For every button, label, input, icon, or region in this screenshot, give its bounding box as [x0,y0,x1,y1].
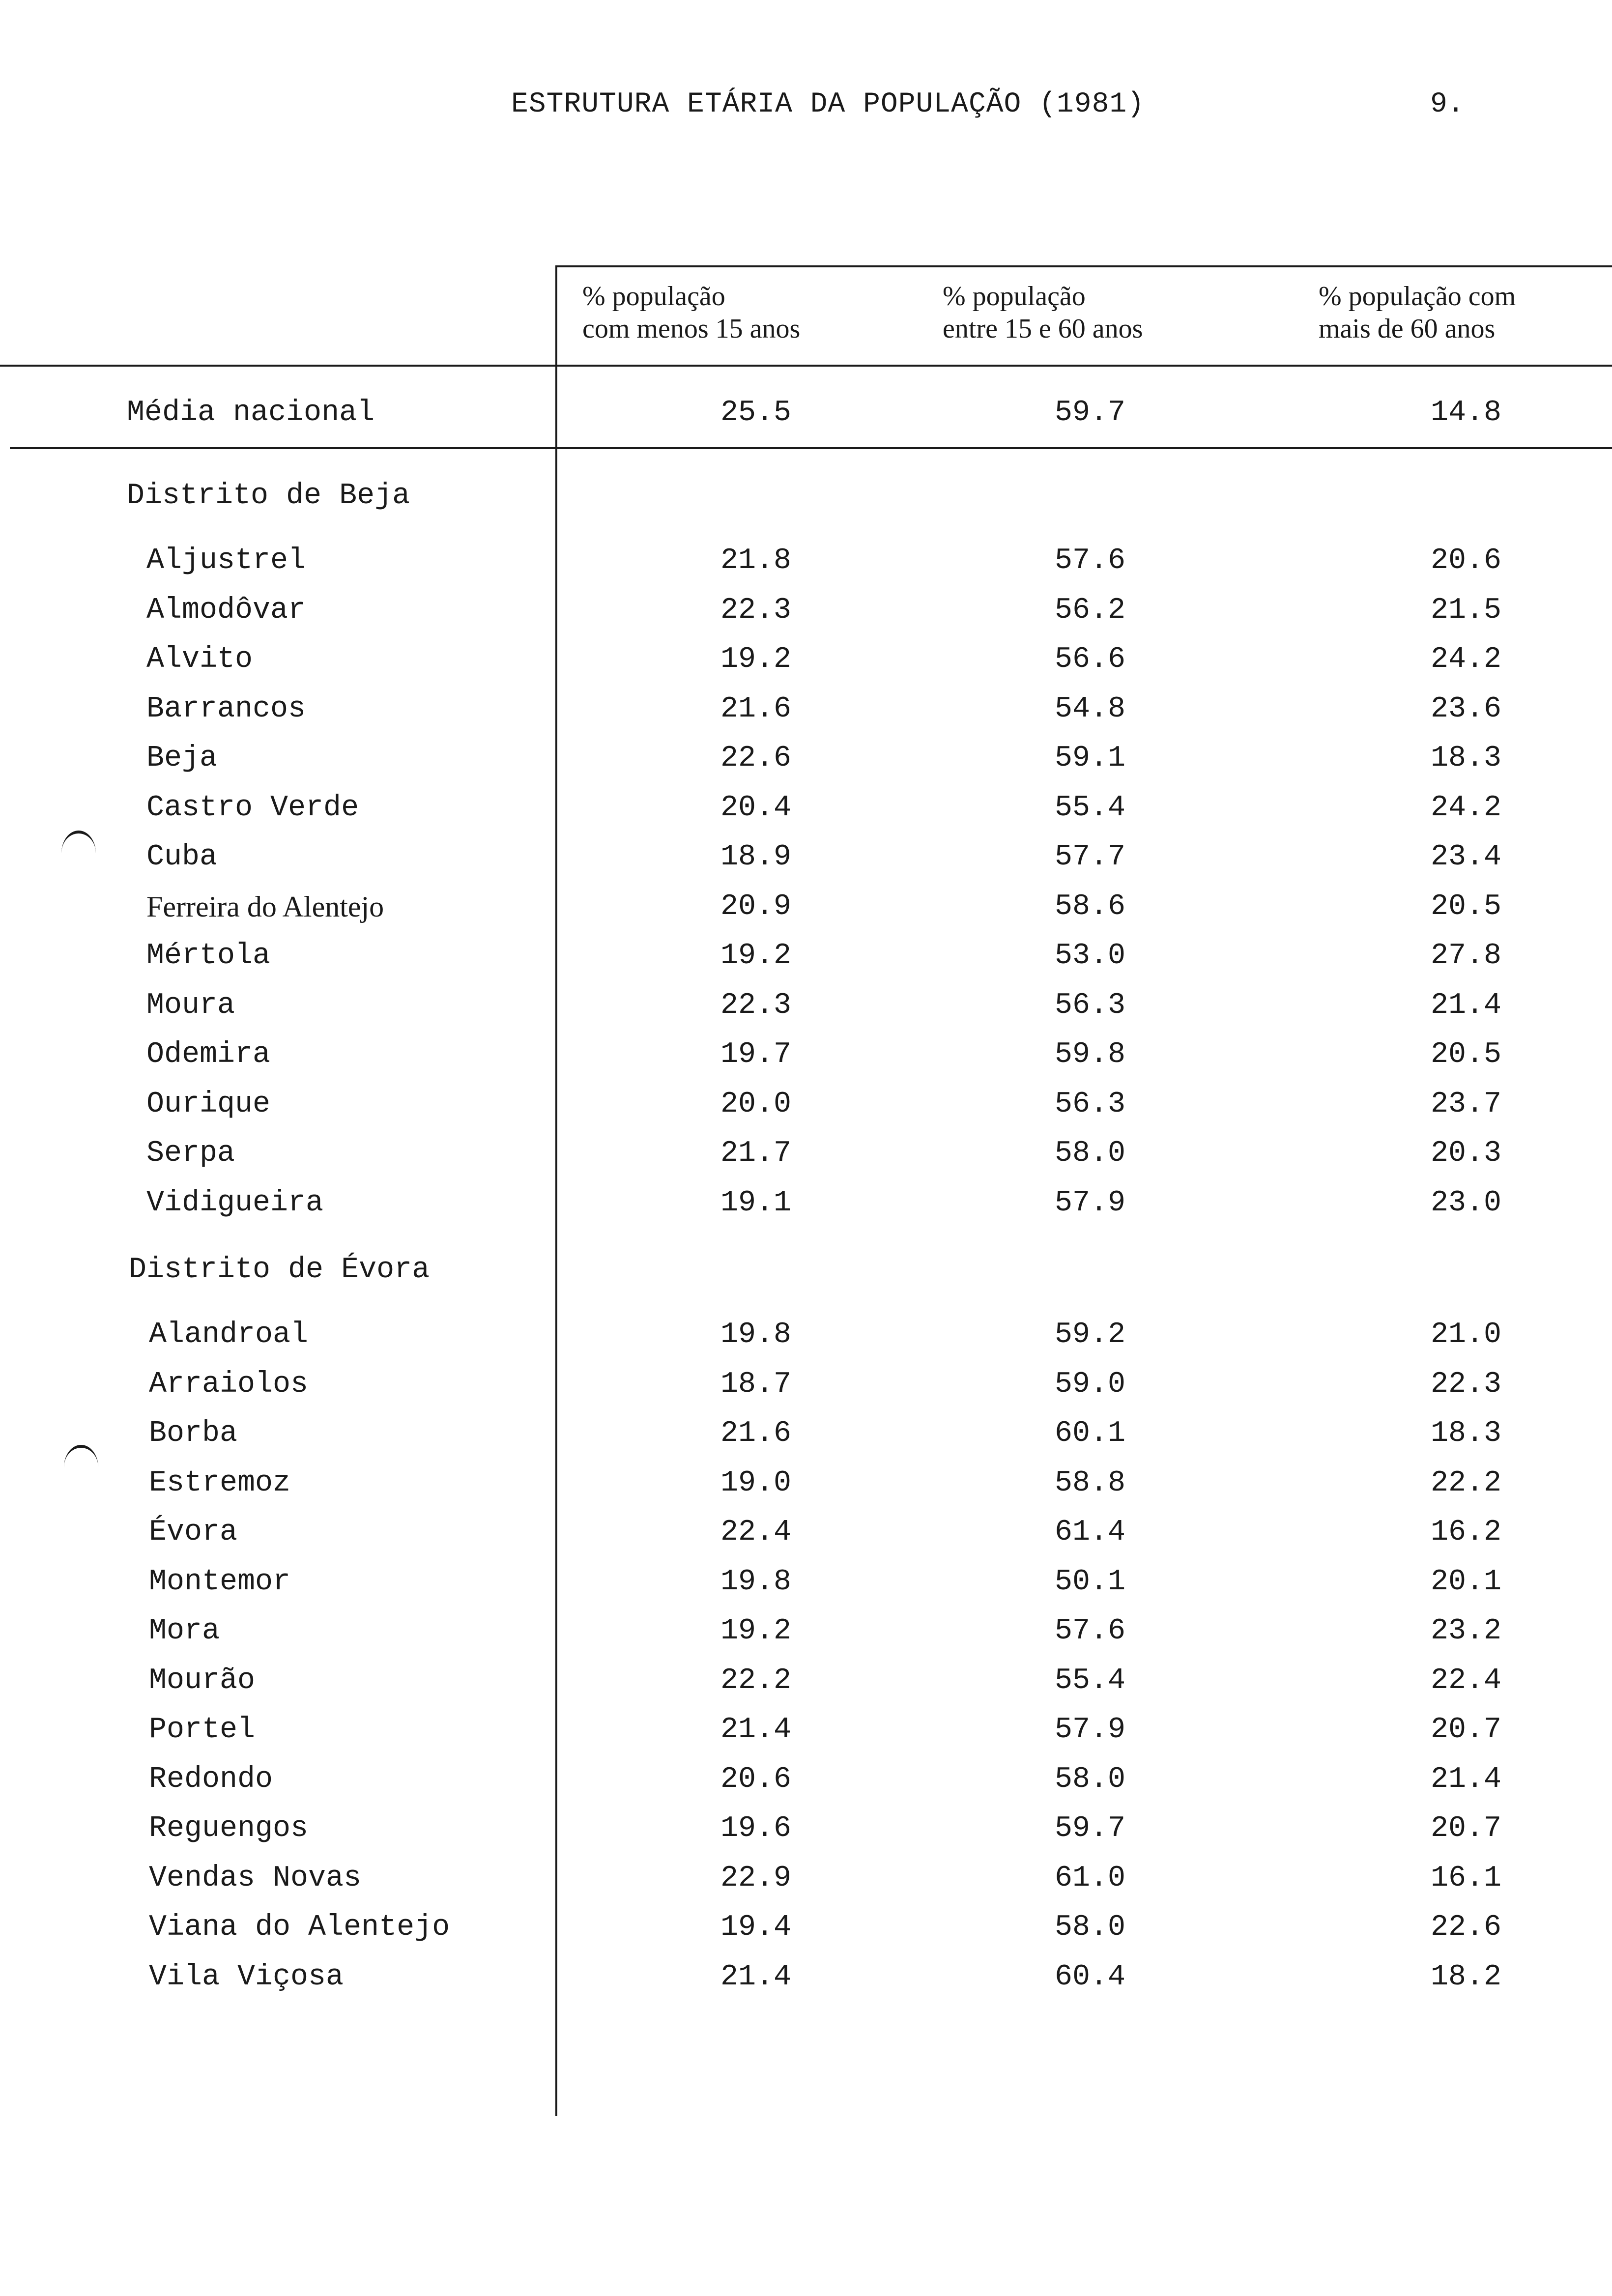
municipality-name: Portel [149,1713,256,1747]
value-15-60: 58.0 [1054,1911,1125,1944]
municipality-name: Mértola [146,939,271,973]
value-under-15: 20.6 [720,1762,791,1796]
value-under-15: 19.6 [720,1812,791,1845]
table-top-rule [555,265,1612,267]
value-under-15: 20.0 [720,1087,791,1121]
municipality-name: Redondo [149,1762,273,1796]
municipality-name: Ourique [146,1087,271,1121]
value-15-60: 57.6 [1054,1614,1125,1648]
value-15-60: 58.8 [1054,1466,1125,1500]
value-under-15: 19.0 [720,1466,791,1500]
value-15-60: 55.4 [1054,791,1125,825]
value-under-15: 22.3 [720,593,791,627]
header-bottom-rule [0,365,1612,367]
value-over-60: 20.7 [1430,1812,1501,1845]
national-15-60: 59.7 [1054,396,1125,430]
value-over-60: 24.2 [1430,791,1501,825]
column-header-over-60: % população com mais de 60 anos [1319,281,1516,344]
value-15-60: 57.7 [1054,840,1125,874]
binder-hole-mark [61,831,96,853]
value-over-60: 16.1 [1430,1861,1501,1895]
value-15-60: 57.9 [1054,1713,1125,1747]
value-15-60: 59.7 [1054,1812,1125,1845]
municipality-name: Serpa [146,1137,235,1170]
value-over-60: 18.3 [1430,1417,1501,1450]
value-under-15: 18.9 [720,840,791,874]
municipality-name: Vidigueira [146,1186,324,1220]
value-15-60: 56.6 [1054,643,1125,676]
value-over-60: 20.7 [1430,1713,1501,1747]
national-over-60: 14.8 [1430,396,1501,430]
value-under-15: 19.4 [720,1911,791,1944]
value-under-15: 21.6 [720,1417,791,1450]
national-under-15: 25.5 [720,396,791,430]
value-under-15: 19.2 [720,643,791,676]
value-15-60: 56.3 [1054,988,1125,1022]
value-under-15: 19.2 [720,1614,791,1648]
value-under-15: 19.1 [720,1186,791,1220]
value-over-60: 18.3 [1430,742,1501,775]
value-over-60: 24.2 [1430,643,1501,676]
value-15-60: 60.4 [1054,1960,1125,1994]
value-over-60: 22.6 [1430,1911,1501,1944]
value-15-60: 59.0 [1054,1367,1125,1401]
value-under-15: 18.7 [720,1367,791,1401]
value-under-15: 21.4 [720,1960,791,1994]
municipality-name: Alandroal [149,1318,309,1351]
value-under-15: 19.7 [720,1038,791,1071]
municipality-name: Estremoz [149,1466,291,1500]
value-under-15: 20.9 [720,890,791,923]
value-over-60: 23.6 [1430,692,1501,726]
value-over-60: 22.4 [1430,1664,1501,1697]
value-over-60: 23.4 [1430,840,1501,874]
value-over-60: 20.1 [1430,1565,1501,1599]
value-15-60: 53.0 [1054,939,1125,973]
value-under-15: 19.8 [720,1565,791,1599]
value-over-60: 27.8 [1430,939,1501,973]
column-header-15-60: % população entre 15 e 60 anos [943,281,1143,344]
value-15-60: 56.2 [1054,593,1125,627]
value-15-60: 61.4 [1054,1516,1125,1549]
value-under-15: 22.9 [720,1861,791,1895]
value-under-15: 21.7 [720,1137,791,1170]
national-average-label: Média nacional [127,396,375,430]
value-under-15: 22.6 [720,742,791,775]
value-over-60: 21.4 [1430,988,1501,1022]
municipality-name: Mourão [149,1664,256,1697]
value-under-15: 20.4 [720,791,791,825]
municipality-name: Ferreira do Alentejo [146,890,384,923]
value-over-60: 20.6 [1430,544,1501,577]
value-over-60: 20.3 [1430,1137,1501,1170]
value-under-15: 19.8 [720,1318,791,1351]
municipality-name: Castro Verde [146,791,359,825]
value-under-15: 21.4 [720,1713,791,1747]
value-under-15: 21.6 [720,692,791,726]
municipality-name: Évora [149,1516,238,1549]
national-bottom-rule [10,447,1612,449]
municipality-name: Reguengos [149,1812,309,1845]
municipality-name: Mora [149,1614,220,1648]
value-over-60: 22.3 [1430,1367,1501,1401]
value-under-15: 19.2 [720,939,791,973]
municipality-name: Odemira [146,1038,271,1071]
municipality-name: Vila Viçosa [149,1960,344,1994]
value-15-60: 56.3 [1054,1087,1125,1121]
value-over-60: 23.2 [1430,1614,1501,1648]
municipality-name: Beja [146,742,218,775]
value-15-60: 59.8 [1054,1038,1125,1071]
page-title: ESTRUTURA ETÁRIA DA POPULAÇÃO (1981) [511,88,1145,120]
value-over-60: 20.5 [1430,1038,1501,1071]
value-over-60: 16.2 [1430,1516,1501,1549]
municipality-name: Viana do Alentejo [149,1911,450,1944]
municipality-name: Alvito [146,643,253,676]
value-over-60: 22.2 [1430,1466,1501,1500]
municipality-name: Aljustrel [146,544,306,577]
value-over-60: 23.0 [1430,1186,1501,1220]
value-15-60: 60.1 [1054,1417,1125,1450]
value-15-60: 59.1 [1054,742,1125,775]
value-15-60: 58.6 [1054,890,1125,923]
value-15-60: 55.4 [1054,1664,1125,1697]
municipality-name: Borba [149,1417,238,1450]
municipality-name: Vendas Novas [149,1861,362,1895]
value-under-15: 22.4 [720,1516,791,1549]
value-15-60: 58.0 [1054,1137,1125,1170]
value-15-60: 57.6 [1054,544,1125,577]
value-15-60: 58.0 [1054,1762,1125,1796]
value-15-60: 54.8 [1054,692,1125,726]
section-title: Distrito de Évora [129,1253,430,1287]
page-number: 9. [1430,88,1465,120]
value-under-15: 21.8 [720,544,791,577]
value-15-60: 50.1 [1054,1565,1125,1599]
municipality-name: Moura [146,988,235,1022]
value-under-15: 22.3 [720,988,791,1022]
municipality-name: Arraiolos [149,1367,309,1401]
municipality-name: Barrancos [146,692,306,726]
section-title: Distrito de Beja [127,479,410,513]
value-over-60: 21.5 [1430,593,1501,627]
value-over-60: 21.0 [1430,1318,1501,1351]
value-15-60: 59.2 [1054,1318,1125,1351]
value-over-60: 18.2 [1430,1960,1501,1994]
value-over-60: 21.4 [1430,1762,1501,1796]
municipality-name: Montemor [149,1565,291,1599]
binder-hole-mark [64,1445,98,1467]
value-15-60: 61.0 [1054,1861,1125,1895]
value-15-60: 57.9 [1054,1186,1125,1220]
value-under-15: 22.2 [720,1664,791,1697]
municipality-name: Almodôvar [146,593,306,627]
value-over-60: 20.5 [1430,890,1501,923]
municipality-name: Cuba [146,840,218,874]
table-vertical-rule [555,265,557,2116]
value-over-60: 23.7 [1430,1087,1501,1121]
column-header-under-15: % população com menos 15 anos [582,281,801,344]
